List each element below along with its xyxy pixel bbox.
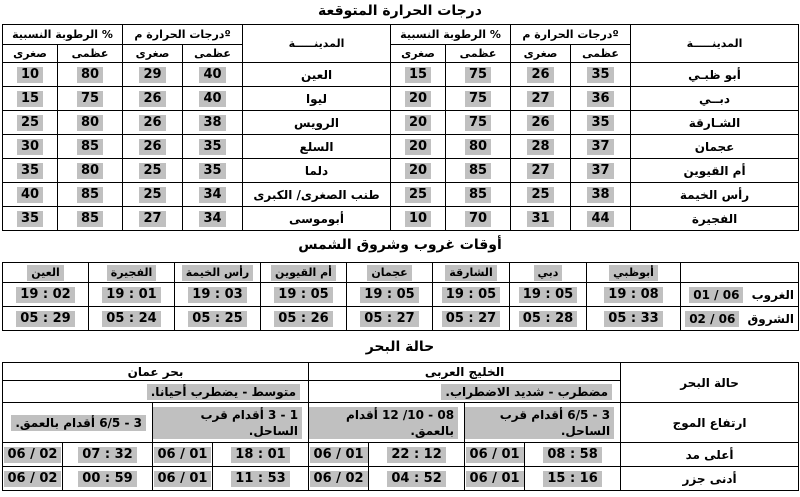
forecast-row [3, 183, 799, 207]
humidity-max-cell [58, 87, 123, 111]
sea-oman-wave-coast-text: 1 - 3 أقدام قرب الساحل. [153, 407, 302, 439]
header-temp-left: درجات الحرارة مº [123, 25, 243, 45]
high-tide-row-cell-value: 22 : 12 [387, 447, 445, 463]
city-name-cell: رأس الخيمة [631, 183, 799, 207]
city-name-cell: عجمان [631, 135, 799, 159]
high-tide-row-cell-value: 06 / 02 [4, 447, 62, 463]
temp-max-cell-value: 34 [199, 187, 225, 203]
sea-state-label: حالة البحر [621, 363, 799, 403]
temp-min-cell [123, 159, 183, 183]
sea-gulf-state [309, 381, 621, 403]
humidity-max-cell-value: 75 [465, 67, 491, 83]
humidity-max-cell [446, 159, 511, 183]
sun-time-cell-value: 05 : 27 [442, 311, 500, 327]
sun-time-cell-value: 19 : 02 [16, 287, 74, 303]
temp-min-cell [123, 111, 183, 135]
sun-city-header-text: عجمان [367, 265, 411, 281]
high-tide-row-cell-value: 06 / 01 [310, 447, 368, 463]
sun-city-header [347, 263, 433, 283]
temp-max-cell-value: 36 [587, 91, 613, 107]
high-tide-row-cell [63, 443, 153, 467]
high-tide-row-cell-value: 18 : 01 [231, 447, 289, 463]
forecast-table [2, 24, 799, 231]
sun-row-name: الشروق [747, 311, 794, 326]
humidity-min-cell [3, 63, 58, 87]
city-name-cell: ليوا [243, 87, 391, 111]
low-tide-row-cell-value: 04 : 52 [387, 471, 445, 487]
header-city-right: المدينـــــة [631, 25, 799, 63]
high-tide-row-cell-value: 07 : 32 [78, 447, 136, 463]
sun-city-header-text: أم القيوين [271, 265, 336, 281]
sun-time-cell-value: 05 : 33 [604, 311, 662, 327]
sun-time-cell [433, 307, 510, 331]
humidity-max-cell [58, 63, 123, 87]
sun-time-cell [89, 283, 175, 307]
temp-min-cell [123, 135, 183, 159]
temp-max-cell [571, 63, 631, 87]
sea-oman-state [3, 381, 309, 403]
temp-min-cell [123, 63, 183, 87]
humidity-min-cell-value: 15 [405, 67, 431, 83]
humidity-max-cell-value: 80 [77, 163, 103, 179]
temp-max-cell [571, 183, 631, 207]
sea-gulf-wave-coast [465, 403, 621, 443]
sun-row-label [681, 283, 799, 307]
temp-max-cell-value: 44 [587, 211, 613, 227]
low-tide-row-cell [3, 467, 63, 491]
high-tide-row-cell [153, 443, 213, 467]
city-name-cell: الرويس [243, 111, 391, 135]
temp-min-cell-value: 25 [527, 187, 553, 203]
sun-row-label [681, 307, 799, 331]
city-name-cell: دلما [243, 159, 391, 183]
temp-max-cell [183, 63, 243, 87]
sun-time-cell [433, 283, 510, 307]
temp-min-cell [511, 111, 571, 135]
city-name-cell: السلع [243, 135, 391, 159]
sea-gulf-wave-coast-text: 3 - 6/5 أقدام قرب الساحل. [465, 407, 614, 439]
low-tide-row-cell-value: 11 : 53 [231, 471, 289, 487]
sea-table [2, 362, 799, 491]
sun-time-cell [89, 307, 175, 331]
temp-max-cell [183, 207, 243, 231]
temp-max-cell [183, 183, 243, 207]
sun-city-header [175, 263, 261, 283]
humidity-max-cell [58, 159, 123, 183]
humidity-min-cell [391, 111, 446, 135]
temp-max-cell-value: 40 [199, 91, 225, 107]
sun-city-header-text: أبوظبي [609, 265, 658, 281]
header-min: صغرى [3, 45, 58, 63]
sea-oman-header: بحر عمان [3, 363, 309, 381]
humidity-max-cell-value: 75 [465, 91, 491, 107]
city-name-cell: أبوموسى [243, 207, 391, 231]
sun-time-cell [3, 283, 89, 307]
sea-wave-label: ارتفاع الموج [621, 403, 799, 443]
temp-min-cell-value: 26 [139, 91, 165, 107]
low-tide-row-cell-value: 15 : 16 [543, 471, 601, 487]
sun-time-cell [175, 307, 261, 331]
temp-max-cell-value: 37 [587, 139, 613, 155]
temp-min-cell [511, 87, 571, 111]
header-max: عظمى [58, 45, 123, 63]
forecast-row [3, 111, 799, 135]
temp-max-cell-value: 34 [199, 211, 225, 227]
humidity-max-cell-value: 85 [77, 211, 103, 227]
forecast-row [3, 87, 799, 111]
temp-max-cell-value: 37 [587, 163, 613, 179]
temp-min-cell [511, 207, 571, 231]
humidity-min-cell [3, 111, 58, 135]
low-tide-row-cell-value: 06 / 01 [154, 471, 212, 487]
sun-time-cell [3, 307, 89, 331]
humidity-max-cell-value: 75 [465, 115, 491, 131]
high-tide-row-cell-value: 06 / 01 [466, 447, 524, 463]
humidity-min-cell [391, 183, 446, 207]
humidity-max-cell [58, 183, 123, 207]
temp-min-cell-value: 25 [139, 187, 165, 203]
temp-min-cell [123, 207, 183, 231]
humidity-min-cell [391, 63, 446, 87]
humidity-max-cell-value: 85 [465, 163, 491, 179]
sun-time-cell [347, 307, 433, 331]
low-tide-row-cell-value: 00 : 59 [78, 471, 136, 487]
header-max: عظمى [183, 45, 243, 63]
sun-city-header-text: العين [27, 265, 64, 281]
sea-oman-state-text: متوسط - يضطرب أحيانا. [147, 384, 300, 400]
high-tide-row-cell-value: 08 : 58 [543, 447, 601, 463]
humidity-max-cell [446, 63, 511, 87]
humidity-min-cell [391, 87, 446, 111]
temp-max-cell [571, 207, 631, 231]
sun-time-cell-value: 19 : 03 [188, 287, 246, 303]
humidity-min-cell-value: 30 [17, 139, 43, 155]
sun-city-header [261, 263, 347, 283]
low-tide-row-cell [63, 467, 153, 491]
temp-max-cell [571, 87, 631, 111]
sun-city-header [510, 263, 587, 283]
city-name-cell: طنب الصغرى/ الكبرى [243, 183, 391, 207]
temp-max-cell-value: 35 [199, 163, 225, 179]
temp-max-cell [571, 111, 631, 135]
humidity-min-cell [3, 135, 58, 159]
sun-time-cell [175, 283, 261, 307]
sun-city-header [3, 263, 89, 283]
sun-row-date: 01 / 06 [689, 287, 743, 303]
humidity-min-cell-value: 10 [405, 211, 431, 227]
humidity-min-cell [3, 207, 58, 231]
sun-title: أوقات غروب وشروق الشمس [298, 237, 502, 253]
temp-min-cell-value: 27 [527, 163, 553, 179]
high-tide-row-cell [309, 443, 369, 467]
temp-min-cell-value: 26 [139, 115, 165, 131]
humidity-min-cell-value: 20 [405, 163, 431, 179]
temp-min-cell [511, 159, 571, 183]
sun-time-cell-value: 05 : 29 [16, 311, 74, 327]
sun-time-cell [510, 307, 587, 331]
temp-max-cell [571, 135, 631, 159]
humidity-max-cell [58, 135, 123, 159]
sun-time-cell-value: 05 : 27 [360, 311, 418, 327]
sun-time-cell-value: 19 : 08 [604, 287, 662, 303]
sun-city-header-text: الفجيرة [107, 265, 157, 281]
humidity-min-cell [3, 87, 58, 111]
low-tide-row-cell [213, 467, 309, 491]
sun-time-cell [587, 283, 681, 307]
humidity-min-cell-value: 20 [405, 115, 431, 131]
humidity-max-cell-value: 85 [77, 139, 103, 155]
low-tide-row-label: أدنى جزر [621, 467, 799, 491]
sea-oman-wave-deep-text: 3 - 6/5 أقدام بالعمق. [11, 415, 146, 431]
sun-time-cell [347, 283, 433, 307]
temp-max-cell-value: 35 [199, 139, 225, 155]
temp-min-cell [123, 87, 183, 111]
header-humidity-right: الرطوبة النسبية % [391, 25, 511, 45]
temp-max-cell [571, 159, 631, 183]
sun-time-cell [587, 307, 681, 331]
low-tide-row-cell [153, 467, 213, 491]
temp-min-cell [511, 183, 571, 207]
humidity-max-cell-value: 80 [77, 67, 103, 83]
humidity-min-cell-value: 35 [17, 211, 43, 227]
sun-time-cell [261, 307, 347, 331]
sea-gulf-state-text: مضطرب - شديد الاضطراب. [441, 384, 612, 400]
sun-time-cell-value: 05 : 24 [102, 311, 160, 327]
humidity-max-cell [58, 111, 123, 135]
sea-oman-wave-deep [3, 403, 153, 443]
temp-min-cell [511, 135, 571, 159]
forecast-row [3, 207, 799, 231]
temp-min-cell-value: 26 [527, 115, 553, 131]
low-tide-row-cell-value: 06 / 01 [466, 471, 524, 487]
city-name-cell: العين [243, 63, 391, 87]
sun-row-date: 02 / 06 [685, 311, 739, 327]
sun-table [2, 262, 799, 331]
sun-city-header-text: الشارقة [445, 265, 496, 281]
high-tide-row-cell [369, 443, 465, 467]
forecast-row [3, 63, 799, 87]
temp-max-cell [183, 159, 243, 183]
humidity-max-cell-value: 85 [465, 187, 491, 203]
humidity-min-cell-value: 25 [17, 115, 43, 131]
city-name-cell: دبــي [631, 87, 799, 111]
humidity-min-cell-value: 35 [17, 163, 43, 179]
humidity-max-cell-value: 80 [77, 115, 103, 131]
temp-min-cell [511, 63, 571, 87]
humidity-max-cell [446, 87, 511, 111]
sun-time-cell-value: 05 : 28 [519, 311, 577, 327]
low-tide-row-cell [309, 467, 369, 491]
sea-gulf-wave-deep [309, 403, 465, 443]
temp-min-cell-value: 26 [139, 139, 165, 155]
sun-time-cell-value: 19 : 05 [360, 287, 418, 303]
humidity-max-cell [446, 207, 511, 231]
humidity-max-cell-value: 85 [77, 187, 103, 203]
sun-row [3, 307, 799, 331]
humidity-min-cell-value: 40 [17, 187, 43, 203]
high-tide-row-cell [465, 443, 525, 467]
humidity-max-cell-value: 70 [465, 211, 491, 227]
humidity-min-cell [3, 183, 58, 207]
high-tide-row-cell [525, 443, 621, 467]
city-name-cell: أبو ظبـي [631, 63, 799, 87]
high-tide-row-cell-value: 06 / 01 [154, 447, 212, 463]
humidity-min-cell [391, 159, 446, 183]
sea-title: حالة البحر [365, 339, 435, 355]
temp-max-cell-value: 38 [587, 187, 613, 203]
low-tide-row-cell-value: 06 / 02 [4, 471, 62, 487]
sun-city-header-text: دبي [534, 265, 563, 281]
sun-row [3, 283, 799, 307]
temp-min-cell-value: 27 [139, 211, 165, 227]
temp-max-cell-value: 40 [199, 67, 225, 83]
humidity-max-cell [58, 207, 123, 231]
humidity-min-cell-value: 15 [17, 91, 43, 107]
sun-time-cell [510, 283, 587, 307]
city-name-cell: الشـارقة [631, 111, 799, 135]
header-max: عظمى [446, 45, 511, 63]
sun-city-header-text: رأس الخيمة [182, 265, 253, 281]
temp-min-cell-value: 25 [139, 163, 165, 179]
header-city-left: المدينـــــة [243, 25, 391, 63]
sun-row-name: الغروب [751, 287, 794, 302]
header-temp-right: درجات الحرارة مº [511, 25, 631, 45]
temp-max-cell [183, 111, 243, 135]
humidity-max-cell-value: 75 [77, 91, 103, 107]
humidity-min-cell [391, 135, 446, 159]
temp-min-cell-value: 28 [527, 139, 553, 155]
high-tide-row-label: أعلى مد [621, 443, 799, 467]
forecast-title: درجات الحرارة المتوقعة [318, 3, 482, 19]
forecast-row [3, 135, 799, 159]
low-tide-row-cell [525, 467, 621, 491]
temp-max-cell-value: 35 [587, 115, 613, 131]
temp-max-cell-value: 38 [199, 115, 225, 131]
sun-time-cell-value: 19 : 05 [442, 287, 500, 303]
sun-time-cell-value: 05 : 26 [274, 311, 332, 327]
low-tide-row [3, 467, 799, 491]
sun-corner-cell [681, 263, 799, 283]
sea-gulf-header: الخليج العربى [309, 363, 621, 381]
header-max: عظمى [571, 45, 631, 63]
sun-time-cell-value: 19 : 01 [102, 287, 160, 303]
low-tide-row-cell-value: 06 / 02 [310, 471, 368, 487]
header-min: صغرى [511, 45, 571, 63]
sun-time-cell-value: 19 : 05 [519, 287, 577, 303]
low-tide-row-cell [369, 467, 465, 491]
humidity-max-cell [446, 183, 511, 207]
humidity-min-cell [3, 159, 58, 183]
sun-time-cell [261, 283, 347, 307]
sun-city-header [433, 263, 510, 283]
humidity-min-cell-value: 20 [405, 139, 431, 155]
forecast-row [3, 159, 799, 183]
sea-gulf-wave-deep-text: 08 - 10/ 12 أقدام بالعمق. [309, 407, 458, 439]
humidity-max-cell [446, 135, 511, 159]
temp-min-cell-value: 29 [139, 67, 165, 83]
humidity-min-cell-value: 10 [17, 67, 43, 83]
humidity-max-cell [446, 111, 511, 135]
temp-max-cell-value: 35 [587, 67, 613, 83]
temp-max-cell [183, 87, 243, 111]
sun-time-cell-value: 19 : 05 [274, 287, 332, 303]
humidity-min-cell-value: 25 [405, 187, 431, 203]
sea-oman-wave-coast [153, 403, 309, 443]
header-min: صغرى [391, 45, 446, 63]
humidity-min-cell-value: 20 [405, 91, 431, 107]
humidity-max-cell-value: 80 [465, 139, 491, 155]
temp-min-cell-value: 26 [527, 67, 553, 83]
sun-city-header [89, 263, 175, 283]
high-tide-row [3, 443, 799, 467]
humidity-min-cell [391, 207, 446, 231]
temp-min-cell-value: 31 [527, 211, 553, 227]
sun-time-cell-value: 05 : 25 [188, 311, 246, 327]
high-tide-row-cell [213, 443, 309, 467]
low-tide-row-cell [465, 467, 525, 491]
temp-min-cell-value: 27 [527, 91, 553, 107]
city-name-cell: أم القيوين [631, 159, 799, 183]
header-min: صغرى [123, 45, 183, 63]
header-humidity-left: الرطوبة النسبية % [3, 25, 123, 45]
temp-min-cell [123, 183, 183, 207]
city-name-cell: الفجيرة [631, 207, 799, 231]
sun-city-header [587, 263, 681, 283]
temp-max-cell [183, 135, 243, 159]
high-tide-row-cell [3, 443, 63, 467]
